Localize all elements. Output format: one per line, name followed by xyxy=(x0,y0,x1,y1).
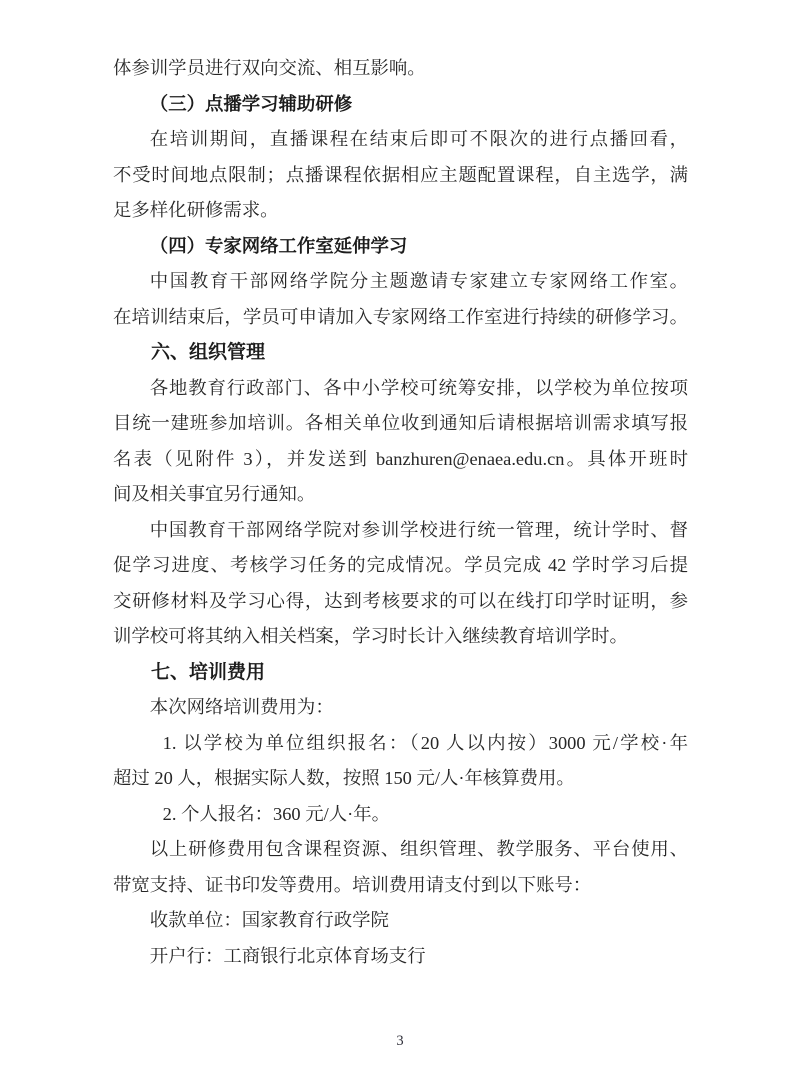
text-line: 在培训期间，直播课程在结束后即可不限次的进行点播回看， xyxy=(149,129,688,149)
text-line: 在培训结束后，学员可申请加入专家网络工作室进行持续的研修学习。 xyxy=(113,306,688,327)
text-line: 各地教育行政部门、各中小学校可统筹安排，以学校为单位按项 xyxy=(149,377,688,398)
text-line: 2. 个人报名：360 元/人·年。 xyxy=(162,803,390,824)
page-number: 3 xyxy=(396,1033,404,1049)
text-line: 交研修材料及学习心得，达到考核要求的可以在线打印学时证明，参 xyxy=(113,590,688,611)
section-heading: （三）点播学习辅助研修 xyxy=(149,93,353,114)
section-heading: 六、组织管理 xyxy=(151,342,266,363)
text-line: 训学校可将其纳入相关档案，学习时长计入继续教育培训学时。 xyxy=(113,626,628,646)
text-line: 中国教育干部网络学院对参训学校进行统一管理，统计学时、督 xyxy=(149,519,688,540)
text-line: 超过 20 人，根据实际人数，按照 150 元/人·年核算费用。 xyxy=(113,768,575,788)
text-line: 体参训学员进行双向交流、相互影响。 xyxy=(113,58,426,78)
document-content xyxy=(113,51,688,974)
text-line: 中国教育干部网络学院分主题邀请专家建立专家网络工作室。 xyxy=(149,271,688,291)
text-line: 促学习进度、考核学习任务的完成情况。学员完成 42 学时学习后提 xyxy=(113,555,688,575)
text-line: 名表（见附件 3），并发送到 banzhuren@enaea.edu.cn。具体开班时 xyxy=(113,448,688,469)
section-heading: （四）专家网络工作室延伸学习 xyxy=(149,235,408,256)
text-line: 1. 以学校为单位组织报名：（20 人以内按）3000 元/学校·年 xyxy=(162,732,688,753)
text-line: 足多样化研修需求。 xyxy=(113,200,279,220)
text-line: 以上研修费用包含课程资源、组织管理、教学服务、平台使用、 xyxy=(149,839,688,859)
text-line: 间及相关事宜另行通知。 xyxy=(113,484,316,504)
section-heading: 七、培训费用 xyxy=(151,661,266,683)
text-line: 目统一建班参加培训。各相关单位收到通知后请根据培训需求填写报 xyxy=(113,413,688,433)
text-line: 开户行：工商银行北京体育场支行 xyxy=(149,945,426,966)
text-line: 带宽支持、证书印发等费用。培训费用请支付到以下账号： xyxy=(113,874,592,895)
text-line: 不受时间地点限制；点播课程依据相应主题配置课程，自主选学，满 xyxy=(113,164,688,185)
text-line: 收款单位：国家教育行政学院 xyxy=(149,910,389,930)
text-line: 本次网络培训费用为： xyxy=(149,697,334,717)
